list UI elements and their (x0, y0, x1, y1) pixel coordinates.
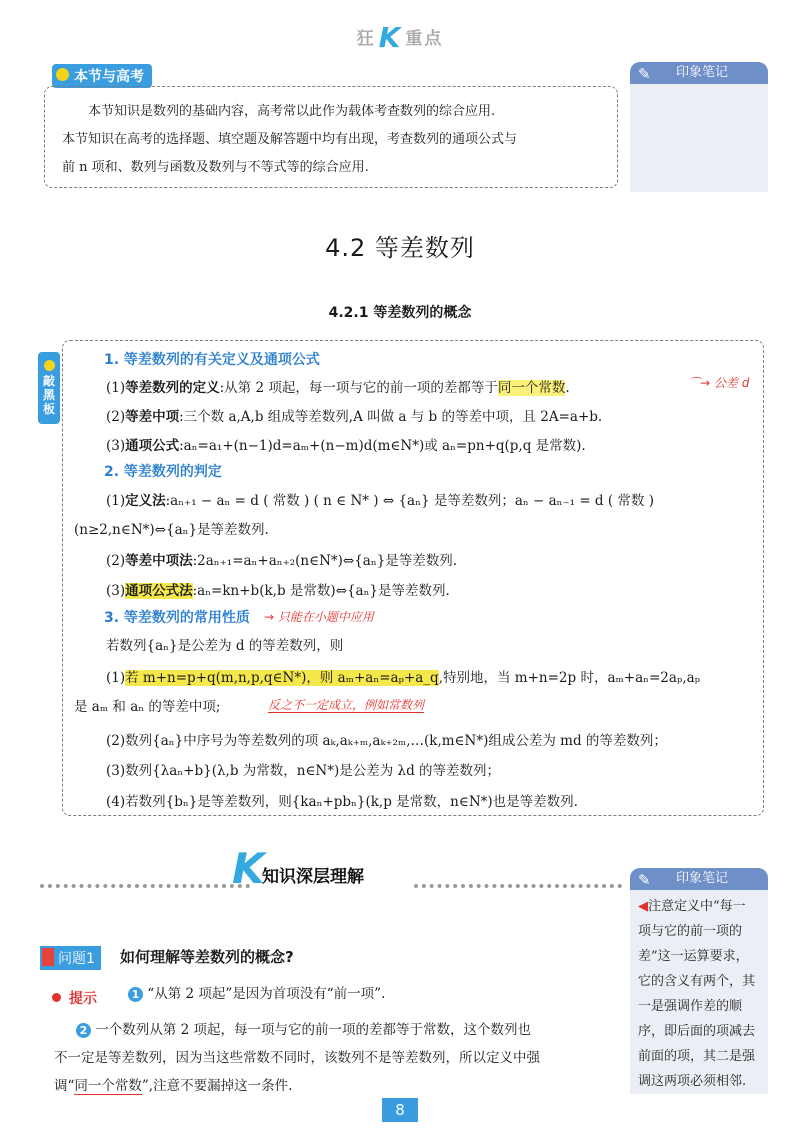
crit-line-1: (1)定义法:aₙ₊₁ − aₙ = d ( 常数 ) ( n ∈ N* ) ⇔ {aₙ} 是等差数列；aₙ − aₙ₋₁ = d ( 常数 ) (106, 493, 654, 509)
answer-point-2: 2 一个数列从第 2 项起，每一项与它的前一项的差都等于常数，这个数列也 不一定是等差数列，因为当这些常数不同时，该数列不是等差数列，所以定义中强 调“同一个常数”,注意不要漏掉这一条件. (54, 1022, 540, 1094)
divider-left (40, 884, 250, 888)
side-note-text: ◀注意定义中“每一 项与它的前一项的 差”这一运算要求， 它的含义有两个，其 一是强调作差的顺 序，即后面的项减去 前面的项，其二是强 调这两项必须相邻. (638, 899, 756, 1089)
board-tab: 敲黑板 (38, 352, 60, 424)
question-title: 如何理解等差数列的概念? (120, 948, 294, 966)
heading-definitions: 1. 等差数列的有关定义及通项公式 (104, 352, 320, 368)
intro-badge: 本节与高考 (52, 64, 152, 88)
tip-label: 提示 (52, 988, 97, 1008)
prop-line-4: (4)若数列{bₙ}是等差数列，则{kaₙ+pbₙ}(k,p 是常数，n∈N*)也是等差数列. (106, 794, 578, 810)
number-badge-1: 1 (128, 987, 143, 1002)
heading-criteria: 2. 等差数列的判定 (104, 464, 222, 480)
k-logo: K (232, 844, 265, 893)
notes-icon: ✎ (638, 871, 651, 889)
def-line-2: (2)等差中项:三个数 a,A,b 组成等差数列,A 叫做 a 与 b 的等差中项，且 2A=a+b. (106, 409, 603, 425)
def-line-3: (3)通项公式:aₙ=a₁+(n−1)d=aₘ+(n−m)d(m∈N*)或 aₙ=pn+q(p,q 是常数). (106, 438, 586, 454)
notes-header: ✎ 印象笔记 (630, 62, 768, 84)
prop-line-2: (2)数列{aₙ}中序号为等差数列的项 aₖ,aₖ₊ₘ,aₖ₊₂ₘ,…(k,m∈N*)组成公差为 md 的等差数列； (106, 733, 667, 749)
annotation-common-difference: ⌒→ 公差 d (688, 376, 750, 390)
subsection-title: 4.2.1 等差数列的概念 (328, 305, 472, 321)
divider-right (414, 884, 622, 888)
prop-line-1: (1)若 m+n=p+q(m,n,p,q∈N*)，则 aₘ+aₙ=aₚ+a_q,特别地，当 m+n=2p 时，aₘ+aₙ=2aₚ,aₚ (106, 670, 701, 686)
notes-panel-bottom (630, 868, 768, 1094)
annotation-converse: 反之不一定成立，例如常数列 (268, 698, 425, 712)
tip-dot-icon (52, 993, 61, 1002)
triangle-icon: ◀ (638, 899, 648, 914)
bulb-icon (56, 68, 69, 81)
prop-line-3: (3)数列{λaₙ+b}(λ,b 为常数，n∈N*)是公差为 λd 的等差数列； (106, 763, 501, 779)
deep-understanding-title: K 知识深层理解 (232, 844, 364, 893)
page-header (0, 18, 800, 54)
number-badge-2: 2 (76, 1023, 91, 1038)
question-badge: 问题1 (40, 946, 101, 970)
prop-line-1b: 是 aₘ 和 aₙ 的等差中项; (74, 699, 221, 715)
intro-line: 本节知识在高考的选择题、填空题及解答题中均有出现，考查数列的通项公式与 (62, 132, 518, 147)
intro-text (62, 98, 610, 182)
def-line-1: (1)等差数列的定义:从第 2 项起，每一项与它的前一项的差都等于同一个常数. (106, 380, 570, 396)
crit-line-3: (3)通项公式法:aₙ=kn+b(k,b 是常数)⇔{aₙ}是等差数列. (106, 583, 450, 599)
header-left: 狂 (356, 29, 376, 49)
heading-properties: 3. 等差数列的常用性质 (104, 610, 250, 626)
crit-line-2: (2)等差中项法:2aₙ₊₁=aₙ+aₙ₊₂(n∈N*)⇔{aₙ}是等差数列. (106, 553, 458, 569)
notes-header: ✎ 印象笔记 (630, 868, 768, 890)
section-title: 4.2 等差数列 (325, 234, 475, 262)
header-right: 重点 (405, 29, 444, 49)
page-number: 8 (382, 1098, 418, 1122)
annotation-small-questions: → 只能在小题中应用 (264, 610, 374, 624)
notes-panel-top (630, 62, 768, 192)
prop-intro: 若数列{aₙ}是公差为 d 的等差数列，则 (106, 638, 344, 654)
bulb-icon (44, 360, 55, 371)
intro-line: 本节知识是数列的基础内容，高考常以此作为载体考查数列的综合应用. (88, 104, 496, 119)
answer-point-1: 1 “从第 2 项起”是因为首项没有“前一项”. (128, 980, 628, 1008)
k-logo: K (378, 21, 403, 54)
flag-icon (42, 948, 54, 966)
notes-icon: ✎ (638, 65, 651, 83)
intro-line: 前 n 项和、数列与函数及数列与不等式等的综合应用. (62, 160, 369, 175)
crit-line-1b: (n≥2,n∈N*)⇔{aₙ}是等差数列. (74, 522, 269, 538)
